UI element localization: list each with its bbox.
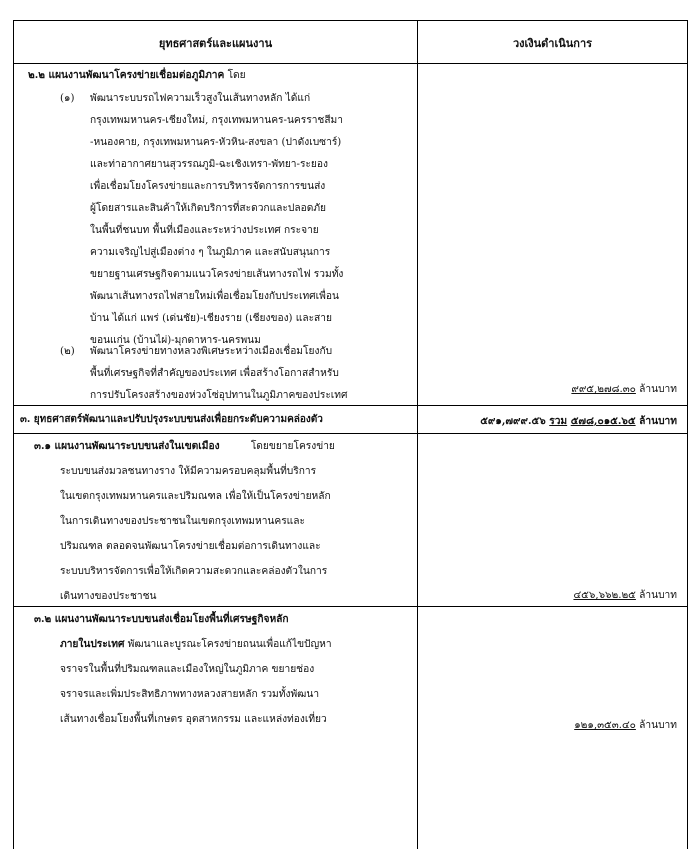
text-line: พัฒนาระบบรถไฟความเร็วสูงในเส้นทางหลัก ได้แก่ xyxy=(90,93,311,104)
text-line: พัฒนาโครงข่ายทางหลวงพิเศษระหว่างเมืองเชื่อมโยงกับ xyxy=(90,346,333,357)
column-divider xyxy=(417,21,418,849)
header-strategy: ยุทธศาสตร์และแผนงาน xyxy=(158,37,273,50)
plan-3-2-text xyxy=(60,657,327,732)
plan-3-2-title: ๓.๒ แผนงานพัฒนาระบบขนส่งเชื่อมโยงพื้นที่เศรษฐกิจหลัก xyxy=(34,613,289,625)
plan-3-2-amount xyxy=(574,717,677,733)
text-line: บ้าน ได้แก่ แพร่ (เด่นชัย)-เชียงราย (เชียงของ) และสาย xyxy=(90,313,332,324)
text-line: พื้นที่เศรษฐกิจที่สำคัญของประเทศ เพื่อสร้างโอกาสสำหรับ xyxy=(90,368,339,379)
text-line: ขยายฐานเศรษฐกิจตามแนวโครงข่ายเส้นทางรถไฟ รวมทั้ง xyxy=(90,269,344,280)
text-line: ระบบบริหารจัดการเพื่อให้เกิดความสะดวกและคล่องตัวในการ xyxy=(60,566,328,577)
strategy-3-title: ๓. ยุทธศาสตร์พัฒนาและปรับปรุงระบบขนส่งเพื่อยกระดับความคล่องตัว xyxy=(20,414,323,425)
row-divider xyxy=(14,405,687,406)
text-line: ในเขตกรุงเทพมหานครและปริมณฑล เพื่อให้เป็นโครงข่ายหลัก xyxy=(60,491,331,502)
item-1-marker: (๑) xyxy=(60,93,75,104)
budget-table xyxy=(13,20,688,849)
text-line: ขอนแก่น (บ้านไผ่)-มุกดาหาร-นครพนม xyxy=(90,335,261,346)
text-line: จราจรและเพิ่มประสิทธิภาพทางหลวงสายหลัก รวมทั้งพัฒนา xyxy=(60,689,320,700)
text-line: และท่าอากาศยานสุวรรณภูมิ-ฉะเชิงเทรา-พัทยา-ระยอง xyxy=(90,159,328,170)
text-line: ในพื้นที่ชนบท พื้นที่เมืองและระหว่างประเทศ กระจาย xyxy=(90,225,319,236)
text-line: -หนองคาย, กรุงเทพมหานคร-หัวหิน-สงขลา (ปาดังเบซาร์) xyxy=(90,137,342,148)
amount-value: ๙๙๕,๒๗๘.๓๐ xyxy=(571,384,636,395)
text-line: การปรับโครงสร้างของห่วงโซ่อุปทานในภูมิภาคของประเทศ xyxy=(90,390,348,401)
text-line: พัฒนาและบูรณะโครงข่ายถนนเพื่อแก้ไขปัญหา xyxy=(127,639,332,650)
plan-3-2-title-line-2 xyxy=(60,632,332,657)
strategy-3-amount xyxy=(480,413,677,429)
amount-unit: ล้านบาท xyxy=(639,415,677,427)
text-line: ระบบขนส่งมวลชนทางราง ให้มีความครอบคลุมพื้นที่บริการ xyxy=(60,466,317,477)
text-line: ความเจริญไปสู่เมืองต่าง ๆ ในภูมิภาค และสนับสนุนการ xyxy=(90,247,331,258)
text-line: ผู้โดยสารและสินค้าให้เกิดบริการที่สะดวกและปลอดภัย xyxy=(90,203,327,214)
amount-value: ๕๙๑,๗๙๙.๕๖ xyxy=(480,415,546,427)
plan-2-2-title: ๒.๒ แผนงานพัฒนาโครงข่ายเชื่อมต่อภูมิภาค xyxy=(28,69,225,81)
text-line: เพื่อเชื่อมโยงโครงข่ายและการบริหารจัดการการขนส่ง xyxy=(90,181,326,192)
item-1-text xyxy=(90,88,343,352)
plan-2-2-title-suffix: โดย xyxy=(227,70,246,81)
text-line: ในการเดินทางของประชาชนในเขตกรุงเทพมหานครและ xyxy=(60,516,305,527)
text-line: โดยขยายโครงข่าย xyxy=(250,441,335,452)
text-line: ปริมณฑล ตลอดจนพัฒนาโครงข่ายเชื่อมต่อการเดินทางและ xyxy=(60,541,321,552)
item-2-text xyxy=(90,341,347,407)
plan-3-1-title-line xyxy=(34,434,335,459)
amount-unit: ล้านบาท xyxy=(639,720,677,731)
total-label: รวม xyxy=(549,415,568,427)
item-2-marker: (๒) xyxy=(60,346,75,357)
plan-3-2-title-bold: ภายในประเทศ xyxy=(60,638,125,650)
text-line: เดินทางของประชาชน xyxy=(60,591,157,602)
header-budget: วงเงินดำเนินการ xyxy=(512,37,593,50)
plan-3-1-amount xyxy=(573,587,677,603)
total-value: ๕๗๘,๐๑๕.๖๕ xyxy=(570,415,636,427)
text-line: จราจรในพื้นที่ปริมณฑลและเมืองใหญ่ในภูมิภาค ขยายช่อง xyxy=(60,664,315,675)
text-line: กรุงเทพมหานคร-เชียงใหม่, กรุงเทพมหานคร-นครราชสีมา xyxy=(90,115,343,126)
amount-unit: ล้านบาท xyxy=(639,590,677,601)
plan-2-2-amount xyxy=(571,381,677,397)
plan-3-1-title: ๓.๑ แผนงานพัฒนาระบบขนส่งในเขตเมือง xyxy=(34,440,220,452)
plan-3-1-text xyxy=(60,459,331,609)
amount-value: ๑๒๑,๓๕๓.๔๐ xyxy=(574,720,636,731)
text-line: เส้นทางเชื่อมโยงพื้นที่เกษตร อุตสาหกรรม และแหล่งท่องเที่ยว xyxy=(60,714,327,725)
amount-unit: ล้านบาท xyxy=(639,384,677,395)
amount-value: ๔๕๖,๖๖๒.๒๕ xyxy=(573,590,636,601)
plan-2-2-title-line xyxy=(28,64,246,87)
text-line: พัฒนาเส้นทางรถไฟสายใหม่เพื่อเชื่อมโยงกับประเทศเพื่อน xyxy=(90,291,339,302)
